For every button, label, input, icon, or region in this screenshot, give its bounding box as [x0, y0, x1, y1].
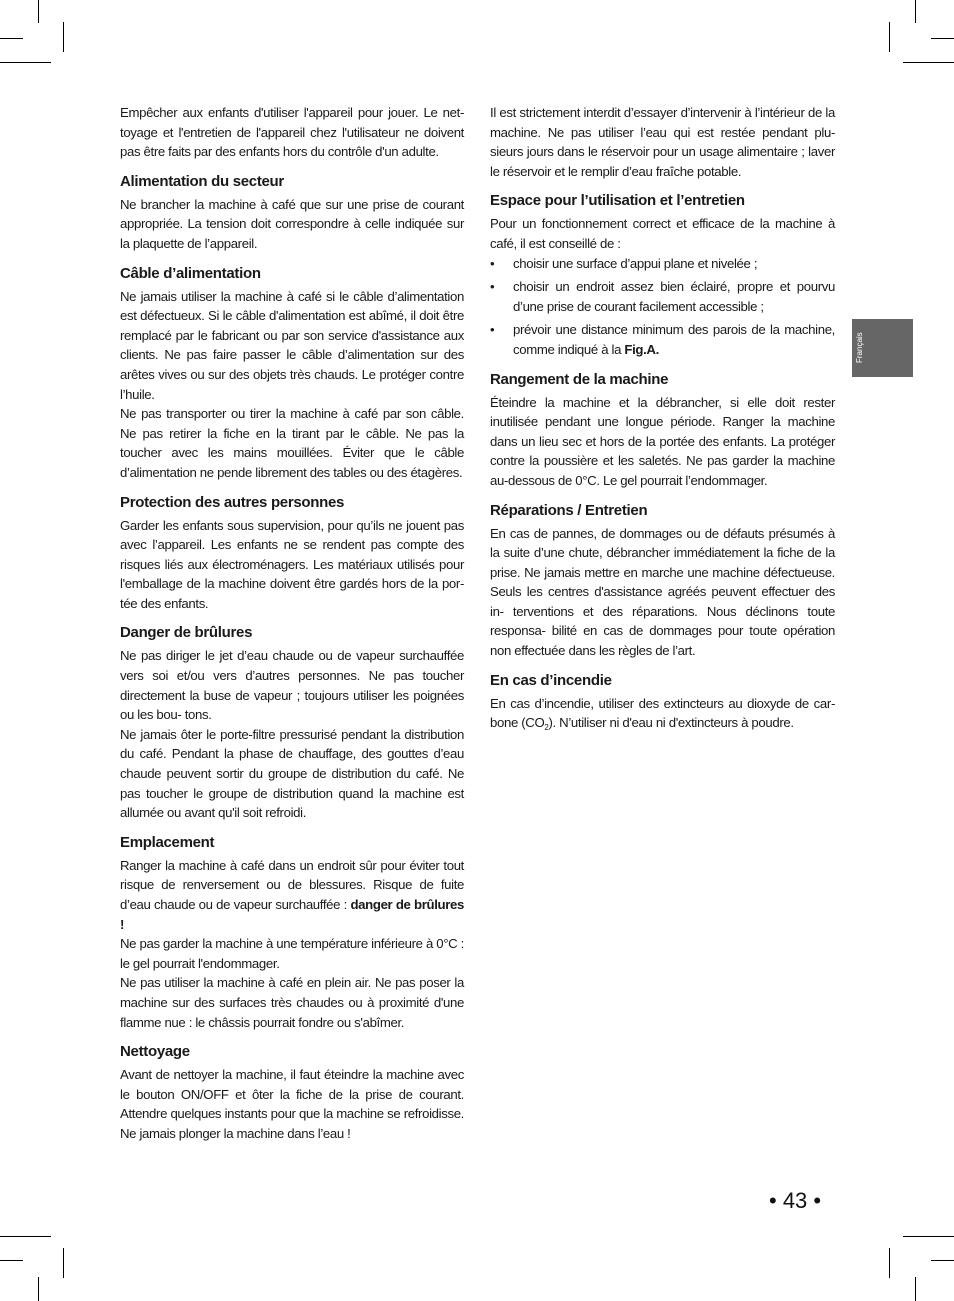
- page-number: • 43 •: [769, 1188, 822, 1213]
- emplacement-text: Ranger la machine à café dans un endroit sûr pour éviter tout risque de renversement ou de blessures. Risque de fuite d’eau chaude ou de vapeur surchauffée :: [120, 857, 464, 912]
- crop-mark: [63, 1248, 64, 1278]
- section-text-emplacement-1: [120, 856, 464, 934]
- crop-mark: [931, 38, 954, 39]
- crop-mark: [931, 1260, 954, 1261]
- section-title-reparations: Réparations / Entretien: [490, 501, 648, 519]
- section-title-incendie: En cas d’incendie: [490, 671, 612, 689]
- crop-mark: [903, 1236, 954, 1237]
- section-title-protection: Protection des autres personnes: [120, 493, 345, 511]
- right-column: [490, 103, 835, 733]
- bullet: •: [490, 255, 495, 271]
- list-item-text: choisir une surface d’appui plane et nivelée ;: [513, 255, 758, 271]
- language-tab: [852, 319, 913, 377]
- intro-paragraph: Empêcher aux enfants d'utiliser l'appareil pour jouer. Le net- toyage et l'entretien de l'appareil chez l'utilisateur ne doivent pas être faits par des enfants hors du contrôle d'un adulte.: [120, 105, 464, 160]
- bullet: •: [490, 322, 495, 338]
- incendie-text-a: En cas d’incendie, utiliser des extincteurs au dioxyde de car- bone (CO: [490, 695, 835, 731]
- crop-mark: [0, 1236, 51, 1237]
- section-text-nettoyage: Avant de nettoyer la machine, il faut éteindre la machine avec le bouton ON/OFF et ôter la fiche de la prise de courant. Attendre quelques instants pour que la machine se refroidisse. Ne jamais plonger la machine dans l’eau !: [120, 1067, 464, 1141]
- section-title-alimentation: Alimentation du secteur: [120, 172, 284, 190]
- section-text-cable-1: Ne jamais utiliser la machine à café si le câble d’alimentation est défectueux. Si le câble d'alimentation est abîmé, il doit être remplacé par le fabricant ou par son service d'assistance aux clients. Ne pas faire passer le câble d’alimentation sur des arêtes vives ou sur des objets très chauds. Le protéger contre l’huile.: [120, 288, 464, 402]
- crop-mark: [0, 62, 51, 63]
- section-text-brulures-1: Ne pas diriger le jet d’eau chaude ou de vapeur surchauffée vers soi et/ou vers d’autres personnes. Ne pas toucher directement la buse de vapeur ; toujours utiliser les poignées ou les bou- tons.: [120, 648, 464, 723]
- crop-mark: [889, 22, 890, 52]
- crop-mark: [0, 1260, 23, 1261]
- crop-mark: [63, 22, 64, 52]
- crop-mark: [903, 62, 954, 63]
- section-title-nettoyage: Nettoyage: [120, 1043, 190, 1061]
- section-text-emplacement-3: Ne pas utiliser la machine à café en plein air. Ne pas poser la machine sur des surfaces très chaudes ou à proximité d'une flamme nue : le châssis pourrait fondre ou s'abîmer.: [120, 975, 464, 1030]
- espace-list: [490, 254, 835, 360]
- section-title-espace: Espace pour l’utilisation et l’entretien: [490, 192, 745, 210]
- section-text-cable-2: Ne pas transporter ou tirer la machine à café par son câble. Ne pas retirer la fiche en la tirant par le câble. Ne pas la toucher avec les mains mouillées. Éviter que le câble d’alimentation ne pende librement des tables ou des étagères.: [120, 406, 464, 480]
- section-title-cable: Câble d’alimentation: [120, 264, 261, 282]
- crop-mark: [915, 0, 916, 23]
- emplacement-warning: danger de brûlures !: [120, 897, 464, 932]
- list-item: [490, 254, 835, 274]
- section-title-brulures: Danger de brûlures: [120, 624, 253, 642]
- section-text-alimentation: Ne brancher la machine à café que sur une prise de courant appropriée. La tension doit correspondre à celle indiquée sur la plaquette de l’appareil.: [120, 196, 464, 251]
- list-item-text: choisir un endroit assez bien éclairé, propre et pourvu d’une prise de courant facilement accessible ;: [513, 279, 835, 314]
- crop-mark: [38, 1277, 39, 1301]
- left-column: [120, 103, 464, 1144]
- crop-mark: [889, 1248, 890, 1278]
- section-text-brulures-2: Ne jamais ôter le porte-filtre pressurisé pendant la distribution du café. Pendant la phase de chauffage, des gouttes d’eau chaude peuvent sortir du groupe de distribution du café. Ne pas toucher le groupe de distribution quand la machine est allumée ou avant qu'il soit refroidi.: [120, 726, 464, 821]
- section-text-reparations: En cas de pannes, de dommages ou de défauts présumés à la suite d’une chute, débrancher immédiatement la fiche de la prise. Ne jamais mettre en marche une machine défectueuse. Seuls les centres d'assistance agréés peuvent effectuer des in- terventions et des réparations. Nous déclinons toute responsa- bilité en cas de dommages pour toute opération non effectuée dans les règles de l’art.: [490, 525, 835, 659]
- crop-mark: [915, 1277, 916, 1301]
- section-text-protection: Garder les enfants sous supervision, pour qu’ils ne jouent pas avec l’appareil. Les enfants ne se rendent pas compte des risques liés aux électroménagers. Les matériaux utilisés pour l'emballage de la machine doivent être gardés hors de la por- tée des enfants.: [120, 517, 464, 611]
- section-title-emplacement: Emplacement: [120, 833, 215, 851]
- figure-reference: Fig.A.: [624, 341, 659, 357]
- bullet: •: [490, 279, 495, 295]
- section-text-emplacement-2: Ne pas garder la machine à une température inférieure à 0°C : le gel pourrait l'endommager.: [120, 936, 464, 971]
- section-text-incendie: [490, 694, 835, 733]
- list-item: [490, 277, 835, 316]
- crop-mark: [0, 38, 23, 39]
- section-text-rangement: Éteindre la machine et la débrancher, si elle doit rester inutilisée pendant une longue période. Ranger la machine dans un lieu sec et hors de la portée des enfants. La protéger contre la poussière et les saletés. Ne pas garder la machine au-dessous de 0°C. Le gel pourrait l’endommager.: [490, 394, 835, 488]
- section-title-rangement: Rangement de la machine: [490, 370, 669, 388]
- right-intro-paragraph: Il est strictement interdit d’essayer d’intervenir à l’intérieur de la machine. Ne pas utiliser l’eau qui est restée pendant plu- sieurs jours dans le réservoir pour un usage alimentaire ; laver le réservoir et le remplir d’eau fraîche potable.: [490, 105, 835, 179]
- section-text-espace: Pour un fonctionnement correct et efficace de la machine à café, il est conseillé de :: [490, 216, 835, 251]
- crop-mark: [38, 0, 39, 23]
- list-item: [490, 320, 835, 359]
- list-item-text: prévoir une distance minimum des parois de la machine, comme indiqué à la: [513, 322, 835, 357]
- language-tab-label: Français: [855, 332, 864, 364]
- incendie-text-b: ). N’utiliser ni d'eau ni d'extincteurs à poudre.: [548, 715, 794, 731]
- co2-subscript: 2: [544, 723, 549, 733]
